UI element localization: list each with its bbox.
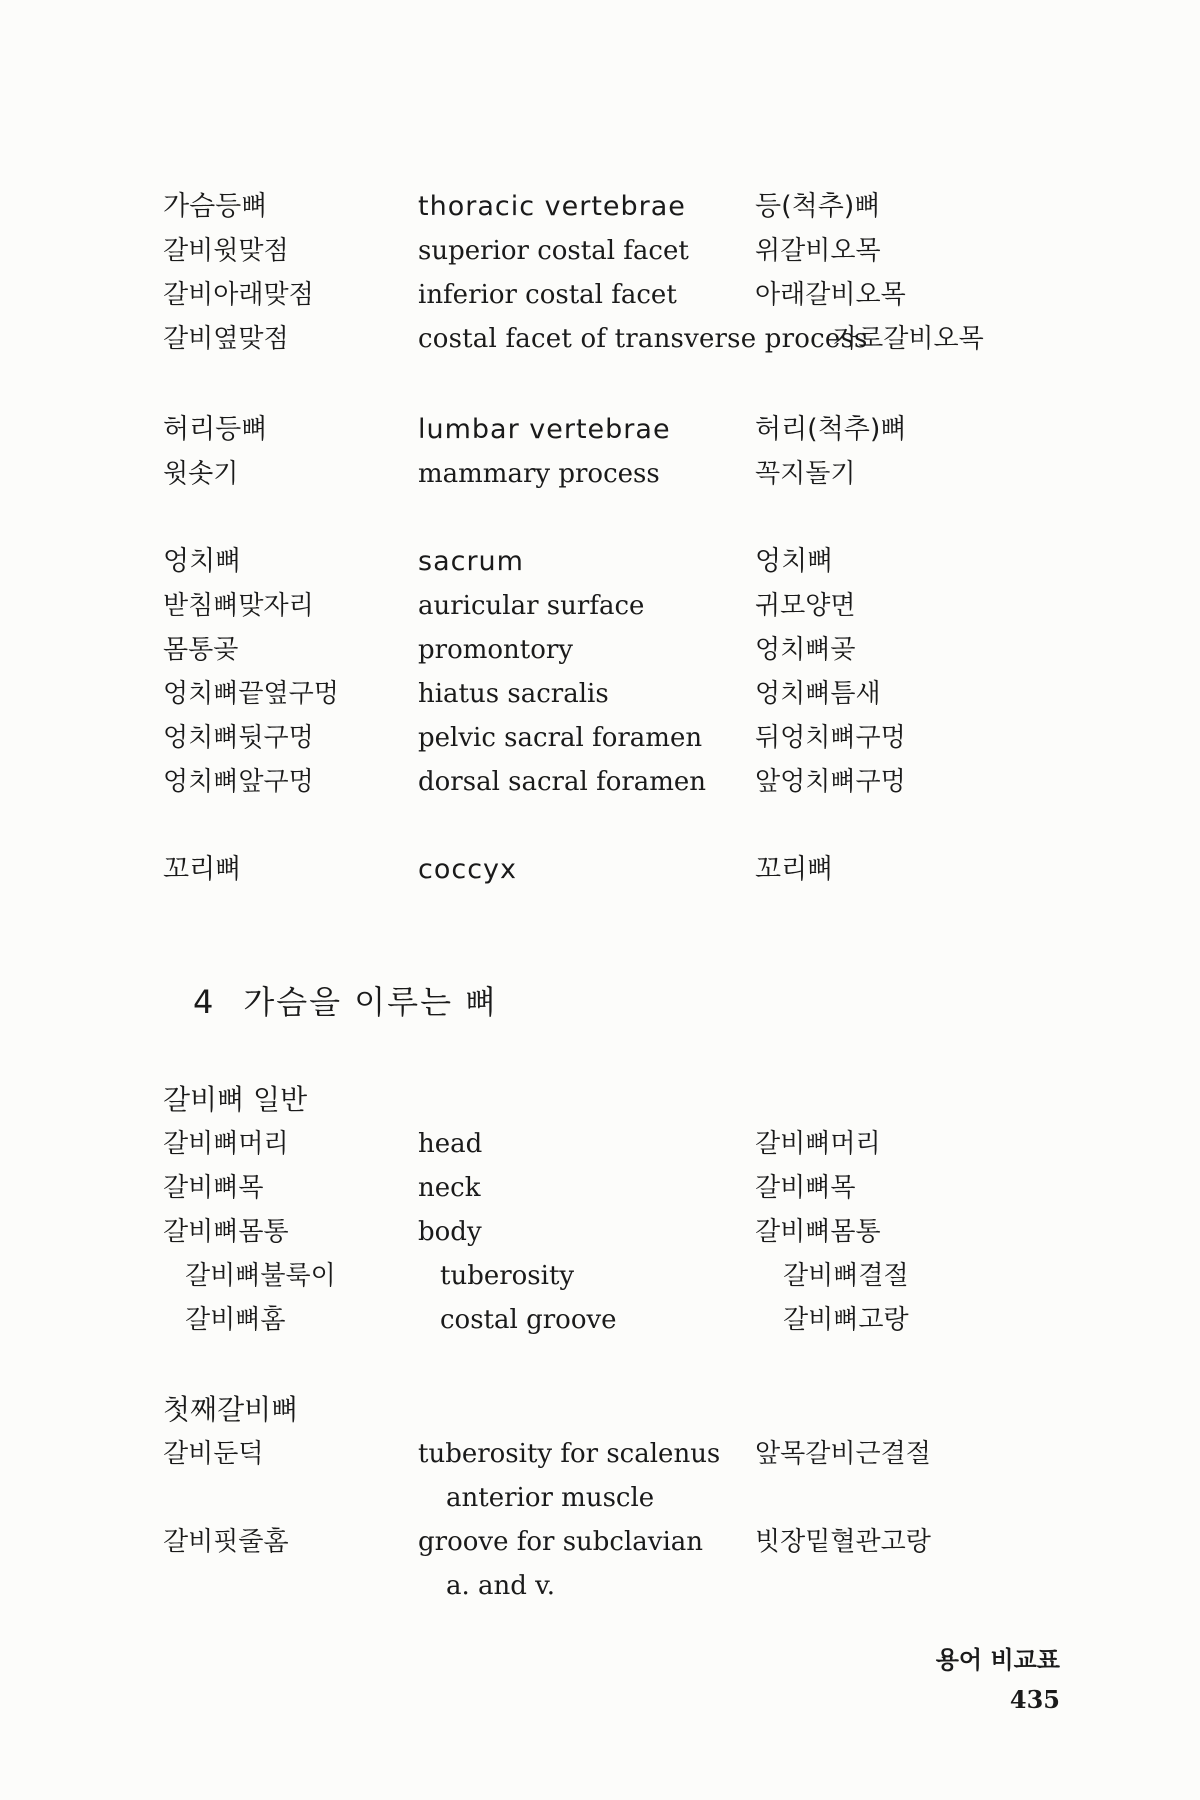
term-row (0, 628, 1200, 672)
term-row (0, 317, 1200, 361)
english-term: costal facet of transverse process (418, 324, 868, 354)
english-term: promontory (418, 635, 573, 665)
term-row-lumbar (0, 408, 1200, 452)
footer-label: 용어 비교표 (935, 1645, 1060, 1674)
term-row (0, 1432, 1200, 1476)
term-row-continuation (0, 1476, 1200, 1520)
page-footer (880, 1640, 1060, 1720)
english-term: neck (418, 1173, 481, 1203)
alt-term: 귀모양면 (755, 591, 856, 621)
korean-term: 갈비아래맞점 (163, 280, 314, 310)
section-heading (193, 980, 498, 1024)
alt-term: 위갈비오목 (755, 236, 881, 266)
english-term: costal groove (440, 1305, 617, 1335)
first-rib-group (0, 1388, 1200, 1608)
korean-term: 윗솟기 (163, 459, 239, 489)
english-term: groove for subclavian (418, 1527, 704, 1557)
group-title-text: 갈비뼈 일반 (163, 1083, 308, 1116)
english-term: dorsal sacral foramen (418, 767, 707, 797)
korean-term: 엉치뼈앞구멍 (163, 767, 314, 797)
group-title (0, 1388, 1200, 1432)
term-row-sub (0, 1298, 1200, 1342)
korean-term: 갈비옆맞점 (163, 324, 289, 354)
term-row (0, 273, 1200, 317)
lumbar-group (0, 408, 1200, 496)
alt-term: 갈비뼈목 (755, 1173, 856, 1203)
alt-term: 빗장밑혈관고랑 (755, 1527, 931, 1557)
korean-term: 갈비윗맞점 (163, 236, 289, 266)
english-term: auricular surface (418, 591, 645, 621)
korean-term: 갈비뼈불룩이 (185, 1261, 336, 1291)
section-title: 가슴을 이루는 뼈 (243, 983, 499, 1021)
thoracic-group (0, 185, 1200, 361)
term-row-thoracic (0, 185, 1200, 229)
alt-term: 앞엉치뼈구멍 (755, 767, 906, 797)
english-term: head (418, 1129, 483, 1159)
english-term: inferior costal facet (418, 280, 677, 310)
korean-term: 허리등뼈 (163, 414, 268, 445)
alt-term: 등(척추)뼈 (755, 191, 881, 222)
english-term: thoracic vertebrae (418, 191, 686, 222)
page-number: 435 (1009, 1685, 1060, 1714)
group-title-text: 첫째갈비뼈 (163, 1393, 299, 1426)
term-row-coccyx (0, 848, 1200, 892)
korean-term: 엉치뼈끝옆구멍 (163, 679, 339, 709)
english-term-continuation: anterior muscle (446, 1483, 655, 1513)
alt-term: 엉치뼈곶 (755, 635, 856, 665)
korean-term: 갈비핏줄홈 (163, 1527, 289, 1557)
term-row (0, 584, 1200, 628)
english-term: lumbar vertebrae (418, 414, 671, 445)
korean-term: 갈비둔덕 (163, 1439, 264, 1469)
korean-term: 꼬리뼈 (163, 854, 242, 885)
alt-term: 갈비뼈고랑 (783, 1305, 909, 1335)
english-term: hiatus sacralis (418, 679, 609, 709)
korean-term: 엉치뼈 (163, 546, 242, 577)
term-row (0, 1520, 1200, 1564)
alt-term: 앞목갈비근결절 (755, 1439, 931, 1469)
alt-term: 허리(척추)뼈 (755, 414, 907, 445)
alt-term: 가로갈비오목 (833, 324, 984, 354)
english-term: coccyx (418, 854, 518, 885)
sacrum-group (0, 540, 1200, 804)
alt-term: 갈비뼈결절 (783, 1261, 909, 1291)
english-term: superior costal facet (418, 236, 689, 266)
term-row (0, 452, 1200, 496)
term-row-sacrum (0, 540, 1200, 584)
term-row (0, 760, 1200, 804)
korean-term: 몸통곶 (163, 635, 239, 665)
term-row (0, 1166, 1200, 1210)
term-row (0, 672, 1200, 716)
english-term: body (418, 1217, 482, 1247)
alt-term: 갈비뼈머리 (755, 1129, 881, 1159)
alt-term: 엉치뼈틈새 (755, 679, 881, 709)
group-title (0, 1078, 1200, 1122)
english-term: mammary process (418, 459, 660, 489)
english-term: sacrum (418, 546, 524, 577)
english-term: pelvic sacral foramen (418, 723, 703, 753)
term-row (0, 1122, 1200, 1166)
korean-term: 가슴등뼈 (163, 191, 268, 222)
korean-term: 갈비뼈몸통 (163, 1217, 289, 1247)
term-row (0, 229, 1200, 273)
korean-term: 갈비뼈홈 (185, 1305, 286, 1335)
term-row (0, 716, 1200, 760)
korean-term: 엉치뼈뒷구멍 (163, 723, 314, 753)
section-number: 4 (193, 983, 216, 1021)
korean-term: 갈비뼈머리 (163, 1129, 289, 1159)
term-row-continuation (0, 1564, 1200, 1608)
english-term: tuberosity (440, 1261, 575, 1291)
alt-term: 꼬리뼈 (755, 854, 834, 885)
korean-term: 갈비뼈목 (163, 1173, 264, 1203)
term-row-sub (0, 1254, 1200, 1298)
english-term-continuation: a. and v. (446, 1571, 556, 1601)
english-term: tuberosity for scalenus (418, 1439, 721, 1469)
alt-term: 아래갈비오목 (755, 280, 906, 310)
korean-term: 받침뼈맞자리 (163, 591, 314, 621)
alt-term: 엉치뼈 (755, 546, 834, 577)
alt-term: 꼭지돌기 (755, 459, 856, 489)
ribs-general-group (0, 1078, 1200, 1342)
alt-term: 뒤엉치뼈구멍 (755, 723, 906, 753)
coccyx-group (0, 848, 1200, 892)
alt-term: 갈비뼈몸통 (755, 1217, 881, 1247)
term-row (0, 1210, 1200, 1254)
